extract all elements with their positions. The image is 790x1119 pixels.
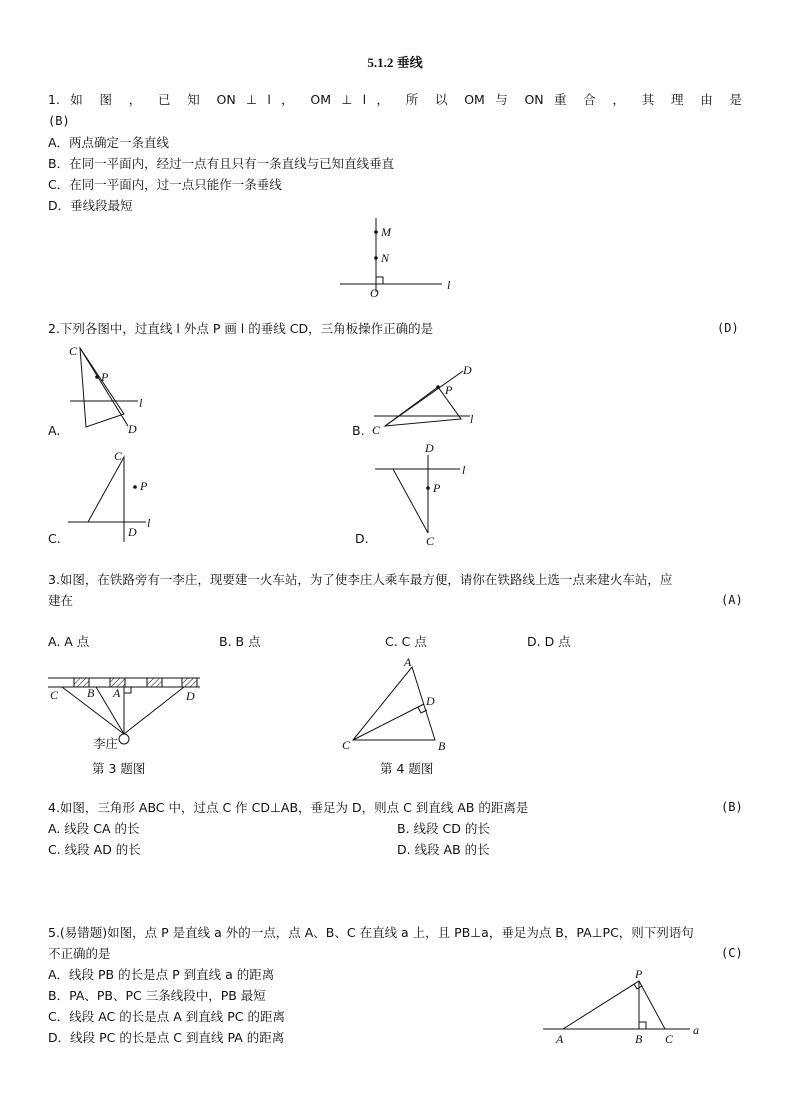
q5-stem-line2: 不正确的是 <box>48 946 111 961</box>
svg-text:B: B <box>635 1032 643 1046</box>
svg-text:D: D <box>463 363 472 377</box>
q3-caption: 第 3 题图 <box>92 761 146 776</box>
svg-text:B: B <box>438 739 446 753</box>
svg-text:C: C <box>665 1032 674 1046</box>
q1-option-a: A．两点确定一条直线 <box>48 135 170 150</box>
svg-text:B: B <box>87 686 95 700</box>
q5-option-a: A．线段 PB 的长是点 P 到直线 a 的距离 <box>48 967 275 982</box>
svg-text:D: D <box>128 422 137 436</box>
q3-answer: (A) <box>721 593 743 607</box>
q5-option-c: C．线段 AC 的长是点 A 到直线 PC 的距离 <box>48 1009 285 1024</box>
q4-option-c: C. 线段 AD 的长 <box>48 842 141 857</box>
q4-option-b: B. 线段 CD 的长 <box>397 821 490 836</box>
q1-option-d: D．垂线段最短 <box>48 198 133 213</box>
svg-text:l: l <box>147 516 151 530</box>
svg-text:C: C <box>372 423 381 437</box>
svg-text:a: a <box>693 1023 699 1037</box>
svg-text:P: P <box>635 967 643 981</box>
svg-text:C: C <box>342 738 351 752</box>
svg-text:l: l <box>139 396 143 410</box>
svg-text:C: C <box>50 688 59 702</box>
q1-label-o: O <box>370 286 379 300</box>
svg-text:D: D <box>425 441 434 455</box>
svg-text:C: C <box>426 534 435 548</box>
q2-option-a: A. <box>48 423 61 438</box>
q2-option-d: D. <box>355 531 369 546</box>
q3-stem-line1: 3.如图，在铁路旁有一李庄，现要建一火车站，为了使李庄人乘车最方便，请你在铁路线上选一点来建火车站，应 <box>48 572 673 587</box>
svg-text:C: C <box>69 344 78 358</box>
q1-answer: (B) <box>48 114 70 128</box>
q1-label-l: l <box>447 278 451 292</box>
svg-text:P: P <box>101 370 109 384</box>
q2-answer: (D) <box>717 321 739 335</box>
q3-option-b: B. B 点 <box>219 634 261 649</box>
q5-answer: (C) <box>721 946 743 960</box>
q1-label-n: N <box>381 251 390 265</box>
q3-stem-line2: 建在 <box>48 593 74 608</box>
q1-option-b: B．在同一平面内，经过一点有且只有一条直线与已知直线垂直 <box>48 156 395 171</box>
q1-option-c: C．在同一平面内，过一点只能作一条垂线 <box>48 177 282 192</box>
svg-text:C: C <box>114 449 123 463</box>
svg-text:l: l <box>470 412 474 426</box>
svg-text:P: P <box>433 481 441 495</box>
q2-stem: 2.下列各图中，过直线 l 外点 P 画 l 的垂线 CD，三角板操作正确的是 <box>48 321 434 336</box>
svg-text:l: l <box>462 463 466 477</box>
q5-option-d: D．线段 PC 的长是点 C 到直线 PA 的距离 <box>48 1030 285 1045</box>
svg-text:D: D <box>128 525 137 539</box>
q2-option-b: B. <box>352 423 365 438</box>
q2-option-c: C. <box>48 531 61 546</box>
q4-option-d: D. 线段 AB 的长 <box>397 842 490 857</box>
q4-caption: 第 4 题图 <box>380 761 434 776</box>
page-title: 5.1.2 垂线 <box>367 55 423 70</box>
svg-text:D: D <box>426 694 435 708</box>
svg-text:A: A <box>113 686 121 700</box>
svg-text:P: P <box>140 479 148 493</box>
q3-option-d: D. D 点 <box>527 634 571 649</box>
q4-answer: (B) <box>721 800 743 814</box>
q1-label-m: M <box>381 225 391 239</box>
q4-stem: 4.如图，三角形 ABC 中，过点 C 作 CD⊥AB，垂足为 D，则点 C 到直线 AB 的距离是 <box>48 800 529 815</box>
q5-option-b: B．PA、PB、PC 三条线段中，PB 最短 <box>48 988 266 1003</box>
q3-option-a: A. A 点 <box>48 634 90 649</box>
q3-village-label: 李庄 <box>93 736 119 751</box>
svg-text:D: D <box>186 689 195 703</box>
q3-option-c: C. C 点 <box>385 634 427 649</box>
svg-text:A: A <box>404 655 412 669</box>
svg-text:A: A <box>556 1032 564 1046</box>
q1-stem: 1. 如 图 ， 已 知 ON ⊥ l ， OM ⊥ l ， 所 以 OM 与 ON 重 合 ， 其 理 由 是 <box>48 92 742 107</box>
q4-option-a: A. 线段 CA 的长 <box>48 821 140 836</box>
svg-text:P: P <box>445 383 453 397</box>
q5-stem-line1: 5.(易错题)如图，点 P 是直线 a 外的一点，点 A、B、C 在直线 a 上，且 PB⊥a，垂足为点 B，PA⊥PC，则下列语句 <box>48 925 694 940</box>
